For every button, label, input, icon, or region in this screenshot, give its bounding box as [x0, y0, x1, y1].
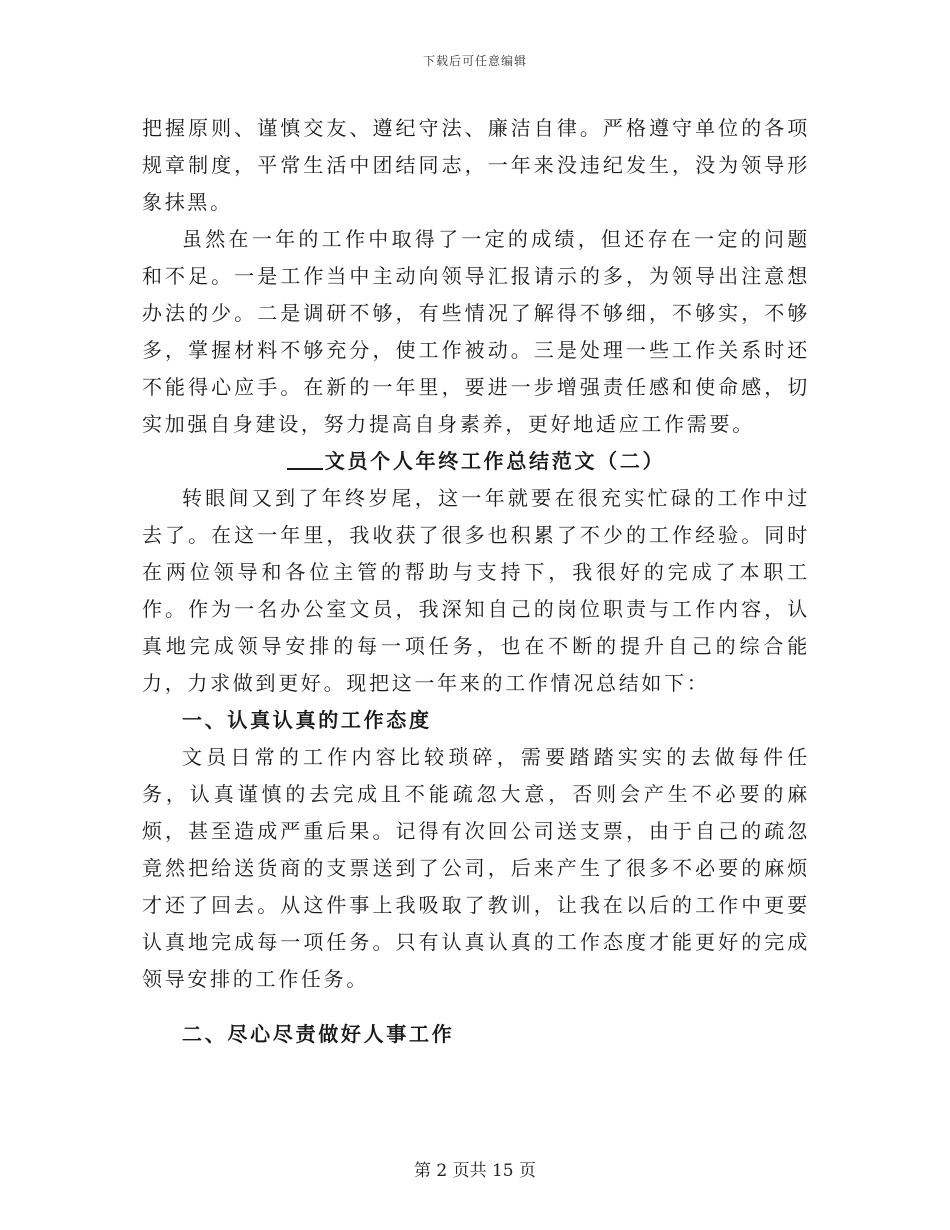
heading-1: 一、认真认真的工作态度 [182, 708, 432, 732]
paragraph-4: 文员日常的工作内容比较琐碎，需要踏踏实实的去做每件任务，认真谨慎的去完成且不能疏忽大意，否则会产生不必要的麻烦，甚至造成严重后果。记得有次回公司送支票，由于自己的疏忽竟然把给送货商的支票送到了公司，后来产生了很多不必要的麻烦才还了回去。从这件事上我吸取了教训，让我在以后的工作中更要认真地完成每一项任务。只有认真认真的工作态度才能更好的完成领导安排的工作任务。 [142, 745, 810, 991]
title-blank-underline [287, 448, 323, 470]
document-body [142, 110, 810, 1053]
page-header: 下载后可任意编辑 [422, 54, 527, 68]
paragraph-1: 把握原则、谨慎交友、遵纪守法、廉洁自律。严格遵守单位的各项规章制度，平常生活中团结同志，一年来没违纪发生，没为领导形象抹黑。 [142, 116, 810, 214]
page-footer: 第 2 页共 15 页 [413, 1161, 537, 1181]
heading-2: 二、尽心尽责做好人事工作 [182, 1022, 455, 1046]
section-title-text: 文员个人年终工作总结范文（二） [324, 449, 666, 473]
paragraph-3: 转眼间又到了年终岁尾，这一年就要在很充实忙碌的工作中过去了。在这一年里，我收获了很多也积累了不少的工作经验。同时在两位领导和各位主管的帮助与支持下，我很好的完成了本职工作。作为一名办公室文员，我深知自己的岗位职责与工作内容，认真地完成领导安排的每一项任务，也在不断的提升自己的综合能力，力求做到更好。现把这一年来的工作情况总结如下： [142, 486, 810, 695]
paragraph-2: 虽然在一年的工作中取得了一定的成绩，但还存在一定的问题和不足。一是工作当中主动向领导汇报请示的多，为领导出注意想办法的少。二是调研不够，有些情况了解得不够细，不够实，不够多，掌握材料不够充分，使工作被动。三是处理一些工作关系时还不能得心应手。在新的一年里，要进一步增强责任感和使命感，切实加强自身建设，努力提高自身素养，更好地适应工作需要。 [142, 227, 810, 436]
section-title [142, 443, 810, 480]
